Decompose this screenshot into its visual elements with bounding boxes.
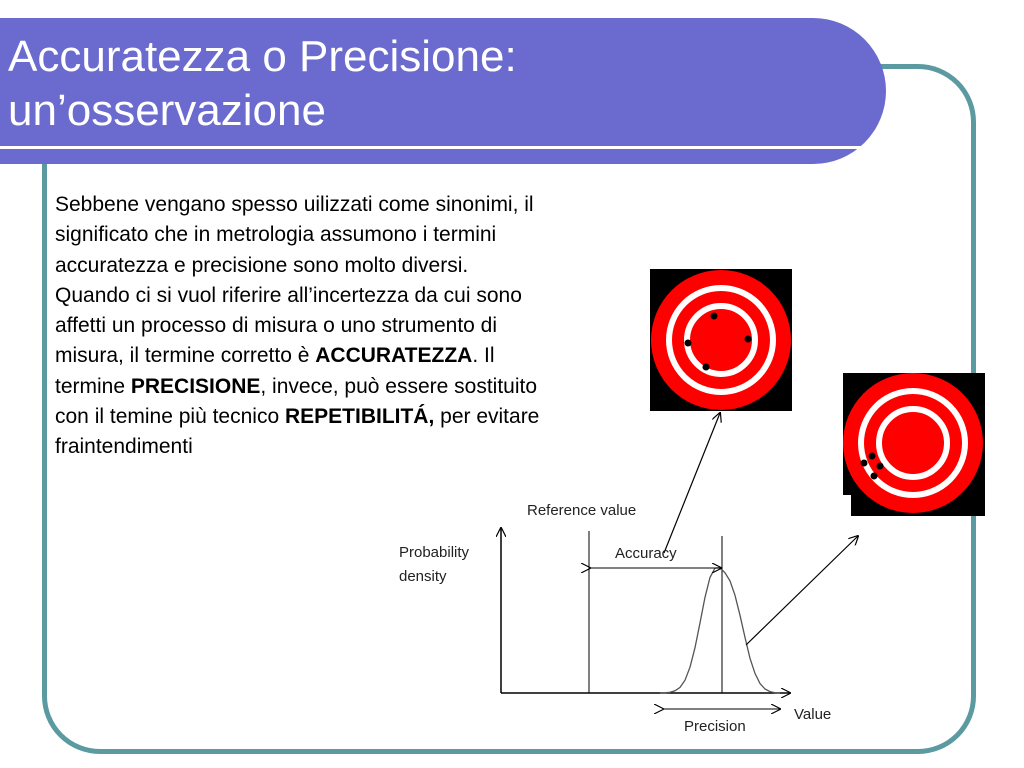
target-precise-image [843, 373, 985, 516]
hit-dot [711, 313, 718, 320]
reference-value-label: Reference value [527, 502, 637, 519]
paragraph-2-part-c: . Il termine [55, 344, 495, 398]
probability-curve [660, 568, 780, 693]
pointer-to-precise-target [746, 536, 858, 645]
paragraph-2-part-a: Quando ci si vuol riferire all’incertezza da cui sono affetti un processo di misura o uno strumento di misura, il termine corretto è [55, 283, 522, 368]
hit-dot [685, 340, 692, 347]
probability-label-line-1: Probability [399, 544, 470, 561]
paragraph-2-part-g: per evitare fraintendimenti [55, 405, 540, 459]
title-line-1: Accuratezza o Precisione: [8, 32, 517, 81]
hit-dot [861, 460, 868, 467]
pointer-to-accurate-target [664, 413, 720, 553]
paragraph-1: Sebbene vengano spesso uilizzati come sinonimi, il significato che in metrologia assumono i termini accuratezza e precisione sono molto diversi. [55, 193, 534, 277]
hit-dot [871, 473, 878, 480]
term-accuratezza: ACCURATEZZA [315, 344, 473, 368]
value-axis-label: Value [794, 706, 832, 723]
precision-label: Precision [684, 718, 746, 735]
term-repetibilita: REPETIBILITÁ, [284, 405, 435, 429]
hit-dot [745, 336, 752, 343]
hit-dot [869, 453, 876, 460]
paragraph-2-part-e: , invece, può essere sostituito con il temine più tecnico [55, 374, 538, 429]
term-precisione: PRECISIONE [130, 374, 261, 398]
target-accurate-image [650, 269, 792, 411]
probability-label-line-2: density [399, 568, 447, 585]
title-line-2: un’osservazione [8, 86, 326, 135]
accuracy-label: Accuracy [615, 545, 677, 562]
hit-dot [703, 364, 710, 371]
hit-dot [877, 463, 884, 470]
